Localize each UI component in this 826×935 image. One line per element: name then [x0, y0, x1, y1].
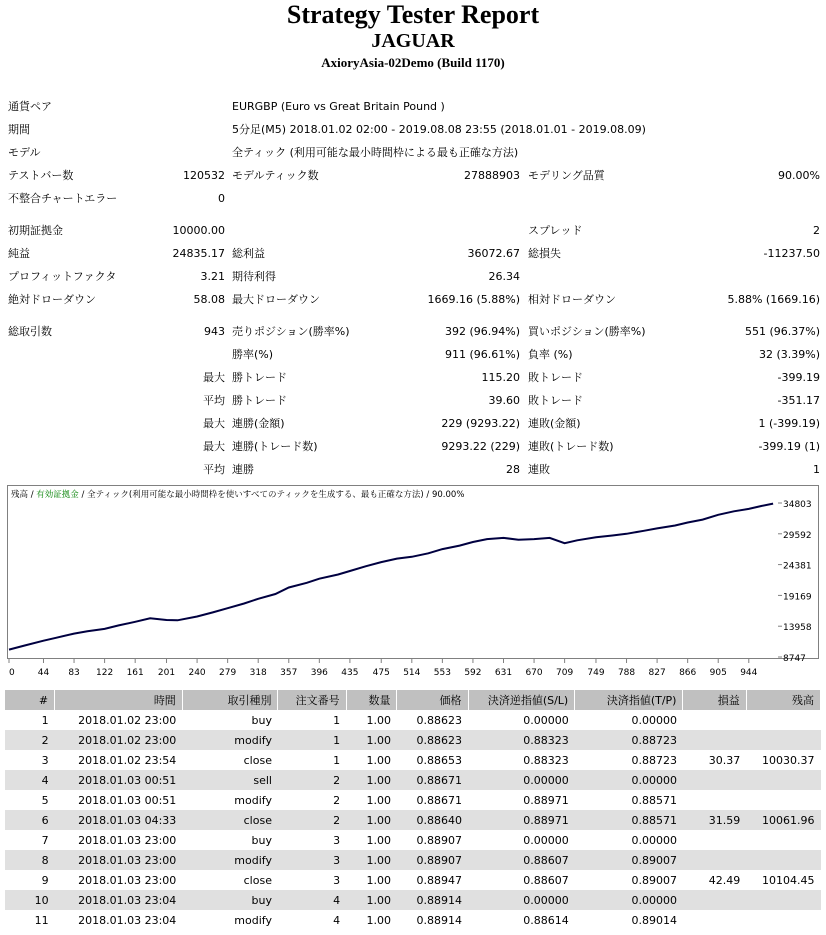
abs-dd-value: 58.08 — [193, 293, 225, 306]
table-cell: 2018.01.03 23:04 — [55, 910, 183, 930]
table-cell — [746, 830, 820, 850]
table-cell: 2018.01.03 00:51 — [55, 770, 183, 790]
net-label: 純益 — [8, 247, 30, 260]
balance-chart — [7, 485, 819, 680]
table-cell: 2 — [278, 790, 346, 810]
quality-value: 90.00% — [778, 169, 820, 182]
table-row — [5, 850, 821, 870]
net-value: 24835.17 — [172, 247, 225, 260]
deposit-label: 初期証拠金 — [8, 224, 63, 237]
table-cell — [746, 790, 820, 810]
table-cell: 1.00 — [346, 710, 397, 730]
x-tick-label: 944 — [740, 668, 758, 678]
table-cell: 10104.45 — [746, 870, 820, 890]
table-cell: 3 — [5, 750, 55, 770]
table-cell: 5 — [5, 790, 55, 810]
table-cell: 2018.01.03 23:00 — [55, 870, 183, 890]
loss-value: 32 (3.39%) — [758, 348, 820, 361]
legend-balance: 残高 — [11, 490, 29, 500]
y-tick-label: 8747 — [783, 654, 806, 664]
x-tick-label: 0 — [9, 668, 15, 678]
gross-loss-value: -11237.50 — [763, 247, 820, 260]
x-tick-label: 83 — [68, 668, 80, 678]
consec-losses-label: 連敗(金額) — [528, 417, 581, 430]
table-cell: 0.88914 — [397, 890, 468, 910]
table-cell: 0.88653 — [397, 750, 468, 770]
avg-consec-wins-label: 連勝 — [232, 463, 254, 476]
loss-label: 負率 (%) — [528, 348, 573, 361]
table-cell — [683, 830, 746, 850]
table-cell — [746, 890, 820, 910]
x-tick-label: 279 — [219, 668, 237, 678]
table-cell: 0.88971 — [468, 810, 575, 830]
column-header: 損益 — [683, 690, 746, 710]
table-cell: 2018.01.02 23:54 — [55, 750, 183, 770]
table-cell — [746, 710, 820, 730]
model-label: モデル — [8, 146, 41, 159]
table-cell: 0.88723 — [575, 750, 683, 770]
max-word-3: 最大 — [203, 440, 225, 453]
model-value: 全ティック (利用可能な最小時間枠による最も正確な方法) — [232, 146, 519, 159]
column-header: 残高 — [746, 690, 820, 710]
table-cell: 10 — [5, 890, 55, 910]
average-loss-value: -351.17 — [777, 394, 820, 407]
table-header-row — [5, 690, 821, 710]
y-tick-label: 24381 — [783, 561, 812, 572]
table-cell: 1 — [278, 710, 346, 730]
table-cell — [683, 850, 746, 870]
table-cell — [746, 730, 820, 750]
table-cell: modify — [182, 730, 278, 750]
table-cell: 0.88640 — [397, 810, 468, 830]
win-label: 勝率(%) — [232, 348, 274, 361]
table-cell: 0.88571 — [575, 790, 683, 810]
table-cell: 1 — [278, 750, 346, 770]
column-header: 決済指値(T/P) — [575, 690, 683, 710]
table-cell: 0.88607 — [468, 850, 575, 870]
win-value: 911 (96.61%) — [444, 348, 520, 361]
expected-value: 26.34 — [488, 270, 520, 283]
consec-profit-label: 連勝(トレード数) — [232, 440, 318, 453]
table-cell: 0.88947 — [397, 870, 468, 890]
spread-value: 2 — [813, 224, 820, 237]
table-cell: 0.88914 — [397, 910, 468, 930]
table-cell: 1.00 — [346, 850, 397, 870]
table-cell: 0.88723 — [575, 730, 683, 750]
table-cell: 2 — [5, 730, 55, 750]
table-cell: 11 — [5, 910, 55, 930]
table-cell: 1.00 — [346, 870, 397, 890]
table-cell — [683, 890, 746, 910]
table-cell: 2018.01.03 23:00 — [55, 830, 183, 850]
x-tick-label: 905 — [709, 668, 727, 678]
table-cell: 3 — [278, 870, 346, 890]
chart-frame — [8, 486, 819, 659]
table-cell: modify — [182, 790, 278, 810]
table-cell: 0.00000 — [575, 890, 683, 910]
table-cell: 0.88571 — [575, 810, 683, 830]
report-title: Strategy Tester Report — [286, 0, 540, 29]
table-cell: close — [182, 810, 278, 830]
table-cell: sell — [182, 770, 278, 790]
table-cell: 9 — [5, 870, 55, 890]
x-tick-label: 631 — [494, 668, 513, 678]
table-cell: 0.88671 — [397, 790, 468, 810]
largest-win-label: 勝トレード — [232, 371, 287, 384]
abs-dd-label: 絶対ドローダウン — [8, 293, 96, 306]
table-cell: 7 — [5, 830, 55, 850]
table-cell: 0.88623 — [397, 730, 468, 750]
expected-label: 期待利得 — [232, 270, 276, 283]
rel-dd-label: 相対ドローダウン — [528, 293, 616, 306]
table-cell: 10061.96 — [746, 810, 820, 830]
x-tick-label: 553 — [433, 668, 451, 678]
table-cell: 0.88323 — [468, 730, 575, 750]
errors-value: 0 — [218, 192, 225, 205]
avg-word-1: 平均 — [203, 394, 225, 407]
max-word-1: 最大 — [203, 371, 225, 384]
x-tick-label: 396 — [310, 668, 328, 678]
x-tick-label: 240 — [188, 668, 206, 678]
table-cell: 4 — [278, 890, 346, 910]
symbol-label: 通貨ペア — [8, 100, 52, 113]
table-cell — [683, 910, 746, 930]
table-row — [5, 830, 821, 850]
table-cell: buy — [182, 890, 278, 910]
table-cell: 30.37 — [683, 750, 746, 770]
table-row — [5, 770, 821, 790]
table-cell: buy — [182, 710, 278, 730]
table-cell: buy — [182, 830, 278, 850]
x-tick-label: 44 — [37, 668, 50, 678]
table-cell: 1 — [278, 730, 346, 750]
x-tick-label: 161 — [126, 668, 144, 678]
table-cell: close — [182, 870, 278, 890]
consec-wins-value: 229 (9293.22) — [441, 417, 520, 430]
table-cell: 0.88623 — [397, 710, 468, 730]
gross-profit-value: 36072.67 — [467, 247, 520, 260]
table-cell: 1.00 — [346, 830, 397, 850]
x-tick-label: 670 — [525, 668, 543, 678]
y-tick-label: 29592 — [783, 530, 812, 541]
symbol-value: EURGBP (Euro vs Great Britain Pound ) — [232, 100, 445, 113]
table-cell: 2018.01.03 23:00 — [55, 850, 183, 870]
avg-consec-losses-label: 連敗 — [528, 463, 550, 476]
table-cell — [683, 710, 746, 730]
x-tick-label: 749 — [587, 668, 605, 678]
trades-table — [5, 690, 821, 930]
bars-value: 120532 — [183, 169, 225, 182]
x-tick-label: 201 — [157, 668, 176, 678]
period-value: 5分足(M5) 2018.01.02 02:00 - 2019.08.08 23:55 (2018.01.01 - 2019.08.09) — [232, 123, 646, 136]
x-tick-label: 122 — [96, 668, 114, 678]
column-header: 数量 — [346, 690, 397, 710]
quality-label: モデリング品質 — [528, 169, 605, 182]
legend-margin: 有効証拠金 — [36, 490, 79, 500]
table-cell: modify — [182, 910, 278, 930]
pf-label: プロフィットファクタ — [8, 270, 117, 283]
table-cell — [746, 770, 820, 790]
consec-profit-value: 9293.22 (229) — [441, 440, 520, 453]
largest-win-value: 115.20 — [481, 371, 520, 384]
bars-label: テストバー数 — [8, 169, 74, 182]
table-cell: 42.49 — [683, 870, 746, 890]
table-cell: 6 — [5, 810, 55, 830]
table-cell — [746, 910, 820, 930]
table-cell: 0.88971 — [468, 790, 575, 810]
table-cell — [746, 850, 820, 870]
table-cell: 4 — [278, 910, 346, 930]
ticks-label: モデルティック数 — [232, 169, 319, 182]
table-cell: 2018.01.03 00:51 — [55, 790, 183, 810]
table-row — [5, 750, 821, 770]
column-header: 取引種別 — [182, 690, 278, 710]
short-label: 売りポジション(勝率%) — [232, 325, 350, 338]
chart-legend: 残高 / 有効証拠金 / 全ティック(利用可能な最小時間枠を使いすべてのティックを生成する、最も正確な方法) / 90.00% — [11, 490, 465, 500]
avg-consec-losses-value: 1 — [813, 463, 820, 476]
table-cell: 4 — [5, 770, 55, 790]
table-cell — [683, 730, 746, 750]
column-header: 決済逆指値(S/L) — [468, 690, 575, 710]
x-tick-label: 788 — [617, 668, 636, 678]
table-cell: 0.88607 — [468, 870, 575, 890]
table-cell: 0.00000 — [468, 710, 575, 730]
table-cell: close — [182, 750, 278, 770]
table-cell: 0.88614 — [468, 910, 575, 930]
ea-name: JAGUAR — [371, 30, 455, 52]
legend-model: 全ティック(利用可能な最小時間枠を使いすべてのティックを生成する、最も正確な方法) — [87, 490, 424, 500]
table-cell: 31.59 — [683, 810, 746, 830]
table-cell: 0.88323 — [468, 750, 575, 770]
table-cell: 1.00 — [346, 810, 397, 830]
table-cell: 2018.01.02 23:00 — [55, 730, 183, 750]
avg-consec-wins-value: 28 — [506, 463, 520, 476]
table-cell: 0.00000 — [468, 770, 575, 790]
server-build: AxioryAsia-02Demo (Build 1170) — [321, 55, 505, 70]
table-cell: 8 — [5, 850, 55, 870]
y-tick-label: 34803 — [783, 500, 812, 510]
table-cell: 2018.01.03 23:04 — [55, 890, 183, 910]
x-tick-label: 866 — [679, 668, 697, 678]
table-cell — [683, 770, 746, 790]
total-label: 総取引数 — [8, 325, 52, 338]
spread-label: スプレッド — [528, 224, 583, 237]
consec-wins-label: 連勝(金額) — [232, 417, 285, 430]
period-label: 期間 — [8, 123, 30, 136]
largest-loss-value: -399.19 — [777, 371, 820, 384]
gross-profit-label: 総利益 — [232, 247, 265, 260]
avg-word-2: 平均 — [203, 463, 225, 476]
table-cell: 2 — [278, 770, 346, 790]
table-cell: 1.00 — [346, 790, 397, 810]
x-tick-label: 827 — [648, 668, 666, 678]
table-row — [5, 910, 821, 930]
long-value: 551 (96.37%) — [744, 325, 820, 338]
table-cell: 2018.01.03 04:33 — [55, 810, 183, 830]
errors-label: 不整合チャートエラー — [8, 192, 118, 205]
table-cell: modify — [182, 850, 278, 870]
pf-value: 3.21 — [200, 270, 225, 283]
x-tick-label: 592 — [464, 668, 482, 678]
consec-losses-value: 1 (-399.19) — [758, 417, 820, 430]
column-header: 注文番号 — [278, 690, 346, 710]
table-cell: 0.00000 — [575, 830, 683, 850]
table-row — [5, 730, 821, 750]
table-cell: 0.89007 — [575, 870, 683, 890]
x-tick-label: 475 — [372, 668, 390, 678]
deposit-value: 10000.00 — [172, 224, 225, 237]
consec-loss-amt-value: -399.19 (1) — [758, 440, 820, 453]
table-cell: 1.00 — [346, 730, 397, 750]
table-cell: 0.88907 — [397, 850, 468, 870]
table-cell: 2 — [278, 810, 346, 830]
table-row — [5, 710, 821, 730]
x-tick-label: 709 — [556, 668, 574, 678]
rel-dd-value: 5.88% (1669.16) — [727, 293, 820, 306]
table-cell: 10030.37 — [746, 750, 820, 770]
x-tick-label: 318 — [249, 668, 267, 678]
y-tick-label: 19169 — [783, 592, 812, 603]
max-dd-value: 1669.16 (5.88%) — [427, 293, 520, 306]
largest-loss-label: 敗トレード — [528, 371, 583, 384]
table-cell: 1.00 — [346, 770, 397, 790]
max-word-2: 最大 — [203, 417, 225, 430]
table-row — [5, 870, 821, 890]
long-label: 買いポジション(勝率%) — [528, 325, 646, 338]
consec-loss-amt-label: 連敗(トレード数) — [528, 440, 614, 453]
table-cell: 0.00000 — [575, 770, 683, 790]
ticks-value: 27888903 — [464, 169, 520, 182]
column-header: 価格 — [397, 690, 468, 710]
x-tick-label: 357 — [280, 668, 298, 678]
table-cell: 0.89007 — [575, 850, 683, 870]
table-cell: 1.00 — [346, 890, 397, 910]
table-cell: 1.00 — [346, 910, 397, 930]
max-dd-label: 最大ドローダウン — [232, 293, 320, 306]
table-row — [5, 890, 821, 910]
table-cell — [683, 790, 746, 810]
table-cell: 0.00000 — [468, 830, 575, 850]
short-value: 392 (96.94%) — [444, 325, 520, 338]
x-tick-label: 514 — [403, 668, 421, 678]
total-value: 943 — [204, 325, 225, 338]
table-cell: 0.00000 — [468, 890, 575, 910]
legend-quality: 90.00% — [431, 490, 465, 500]
table-cell: 1 — [5, 710, 55, 730]
table-row — [5, 810, 821, 830]
table-cell: 1.00 — [346, 750, 397, 770]
table-cell: 2018.01.02 23:00 — [55, 710, 183, 730]
x-tick-label: 435 — [341, 668, 359, 678]
table-row — [5, 790, 821, 810]
column-header: 時間 — [55, 690, 183, 710]
table-cell: 0.00000 — [575, 710, 683, 730]
gross-loss-label: 総損失 — [528, 247, 561, 260]
table-cell: 0.89014 — [575, 910, 683, 930]
column-header: # — [5, 690, 55, 710]
average-win-value: 39.60 — [488, 394, 520, 407]
table-cell: 0.88907 — [397, 830, 468, 850]
y-tick-label: 13958 — [783, 623, 812, 634]
table-cell: 0.88671 — [397, 770, 468, 790]
average-win-label: 勝トレード — [232, 394, 287, 407]
average-loss-label: 敗トレード — [528, 394, 583, 407]
table-cell: 3 — [278, 850, 346, 870]
table-cell: 3 — [278, 830, 346, 850]
